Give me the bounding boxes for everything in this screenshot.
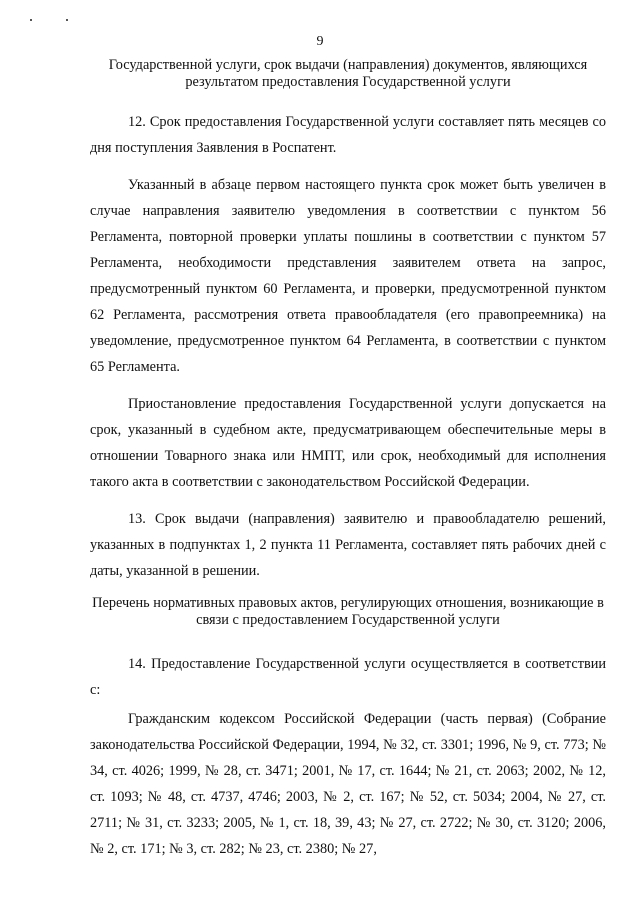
- paragraph-term-extension: Указанный в абзаце первом настоящего пункта срок может быть увеличен в случае направления заявителю уведомления в соответствии с пунктом 56 Регламента, повторной проверки уплаты пошлины в соответствии с пунктом 57 Регламента, необходимости представления заявителем ответа на запрос, предусмотренный пунктом 60 Регламента, и проверки, предусмотренной пунктом 62 Регламента, рассмотрения ответа правообладателя (его правопреемника) на уведомление, предусмотренное пунктом 64 Регламента, в соответствии с пунктом 65 Регламента.: [90, 177, 606, 375]
- paragraph-suspension: Приостановление предоставления Государственной услуги допускается на срок, указанный в судебном акте, предусматривающем обеспечительные меры в отношении Товарного знака или НМПТ, или срок, необходимый для исполнения такого акта в соответствии с законодательством Российской Федерации.: [90, 396, 606, 490]
- section-heading-continued: Государственной услуги, срок выдачи (направления) документов, являющихся результатом предоставления Государственной услуги: [108, 57, 588, 90]
- paragraph-civil-code: Гражданским кодексом Российской Федерации (часть первая) (Собрание законодательства Российской Федерации, 1994, № 32, ст. 3301; 1996, № 9, ст. 773; № 34, ст. 4026; 1999, № 28, ст. 3471; 2001, № 17, ст. 1644; № 21, ст. 2063; 2002, № 12, ст. 1093; № 48, ст. 4737, 4746; 2003, № 2, ст. 167; № 52, ст. 5034; 2004, № 27, ст. 2711; № 31, ст. 3233; 2005, № 1, ст. 18, 39, 43; № 27, ст. 2722; № 30, ст. 3120; 2006, № 2, ст. 171; № 3, ст. 282; № 23, ст. 2380; № 27,: [90, 711, 606, 857]
- paragraph-14: 14. Предоставление Государственной услуги осуществляется в соответствии с:: [90, 656, 606, 698]
- section-heading-legal-acts: Перечень нормативных правовых актов, регулирующих отношения, возникающие в связи с предоставлением Государственной услуги: [92, 595, 604, 628]
- document-body: [90, 57, 606, 873]
- page-number: 9: [316, 34, 324, 49]
- paragraph-13: 13. Срок выдачи (направления) заявителю и правообладателю решений, указанных в подпунктах 1, 2 пункта 11 Регламента, составляет пять рабочих дней с даты, указанной в решении.: [90, 511, 606, 579]
- paragraph-12: 12. Срок предоставления Государственной услуги составляет пять месяцев со дня поступления Заявления в Роспатент.: [90, 114, 606, 156]
- scan-artifact: [66, 19, 68, 21]
- scan-artifact: [30, 19, 32, 21]
